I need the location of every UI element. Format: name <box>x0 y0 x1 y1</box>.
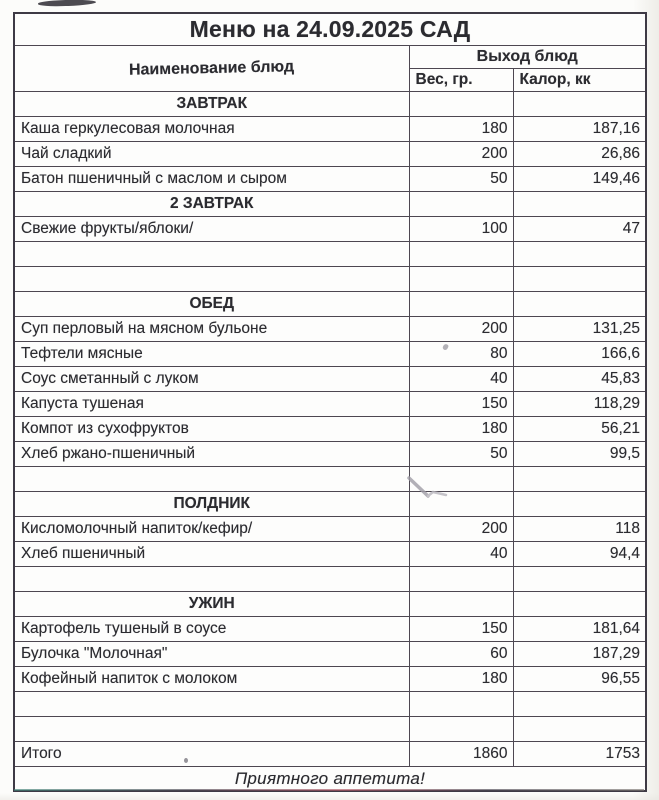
empty-row <box>14 267 646 292</box>
header-row-1 <box>14 46 646 69</box>
calories-cell: 166,6 <box>513 342 646 367</box>
calories-cell: 1753 <box>513 742 646 767</box>
dish-name-cell: Булочка "Молочная" <box>14 642 409 667</box>
scan-chroma-artifact <box>14 789 644 791</box>
empty-row <box>14 717 646 742</box>
meal-section-row <box>14 592 646 617</box>
weight-cell: 180 <box>409 117 513 142</box>
menu-item-row <box>14 367 646 392</box>
empty-cell <box>14 242 409 267</box>
menu-item-row <box>14 217 646 242</box>
empty-cell <box>14 717 409 742</box>
empty-cell <box>513 492 646 517</box>
calories-cell: 187,16 <box>513 117 646 142</box>
calories-cell: 26,86 <box>513 142 646 167</box>
empty-row <box>14 467 646 492</box>
empty-cell <box>14 467 409 492</box>
weight-cell: 200 <box>409 142 513 167</box>
calories-cell: 131,25 <box>513 317 646 342</box>
weight-cell: 1860 <box>409 742 513 767</box>
scan-smudge-artifact <box>38 0 96 7</box>
empty-cell <box>513 592 646 617</box>
total-row <box>14 742 646 767</box>
menu-item-row <box>14 117 646 142</box>
meal-section-row <box>14 192 646 217</box>
empty-cell <box>513 692 646 717</box>
dish-name-cell: Хлеб пшеничный <box>14 542 409 567</box>
document-title: Меню на 24.09.2025 САД <box>14 13 646 46</box>
weight-cell: 150 <box>409 617 513 642</box>
weight-cell: 40 <box>409 367 513 392</box>
empty-cell <box>14 267 409 292</box>
calories-cell: 45,83 <box>513 367 646 392</box>
menu-item-row <box>14 667 646 692</box>
calories-cell: 56,21 <box>513 417 646 442</box>
empty-cell <box>409 292 513 317</box>
meal-section-row <box>14 92 646 117</box>
menu-table-header <box>14 13 646 92</box>
weight-cell: 60 <box>409 642 513 667</box>
scan-edge-shadow <box>0 793 659 800</box>
menu-item-row <box>14 317 646 342</box>
meal-section-row <box>14 492 646 517</box>
weight-cell: 150 <box>409 392 513 417</box>
menu-table <box>13 12 647 792</box>
dish-name-cell: Компот из сухофруктов <box>14 417 409 442</box>
meal-section-cell: УЖИН <box>14 592 409 617</box>
dish-name-cell: Капуста тушеная <box>14 392 409 417</box>
weight-cell: 100 <box>409 217 513 242</box>
dish-name-cell: Каша геркулесовая молочная <box>14 117 409 142</box>
scan-dot-artifact <box>184 758 188 763</box>
empty-cell <box>513 567 646 592</box>
menu-item-row <box>14 642 646 667</box>
empty-cell <box>409 567 513 592</box>
dish-name-cell: Свежие фрукты/яблоки/ <box>14 217 409 242</box>
dish-name-cell: Батон пшеничный с маслом и сыром <box>14 167 409 192</box>
empty-cell <box>14 567 409 592</box>
meal-section-row <box>14 292 646 317</box>
menu-rows <box>14 92 646 767</box>
empty-cell <box>513 192 646 217</box>
empty-cell <box>409 192 513 217</box>
footer-message: Приятного аппетита! <box>14 767 646 792</box>
empty-cell <box>409 267 513 292</box>
empty-row <box>14 692 646 717</box>
weight-cell: 180 <box>409 417 513 442</box>
dish-name-cell: Кофейный напиток с молоком <box>14 667 409 692</box>
empty-cell <box>513 267 646 292</box>
meal-section-cell: ЗАВТРАК <box>14 92 409 117</box>
weight-cell: 80 <box>409 342 513 367</box>
dish-name-cell: Хлеб ржано-пшеничный <box>14 442 409 467</box>
meal-section-cell: ОБЕД <box>14 292 409 317</box>
calories-cell: 149,46 <box>513 167 646 192</box>
menu-item-row <box>14 517 646 542</box>
empty-cell <box>513 292 646 317</box>
dish-name-cell: Кисломолочный напиток/кефир/ <box>14 517 409 542</box>
empty-row <box>14 242 646 267</box>
total-label-cell: Итого <box>14 742 409 767</box>
column-header-weight: Вес, гр. <box>409 69 513 92</box>
weight-cell: 200 <box>409 317 513 342</box>
title-row <box>14 13 646 46</box>
calories-cell: 99,5 <box>513 442 646 467</box>
empty-row <box>14 567 646 592</box>
menu-table-footer <box>14 767 646 792</box>
menu-item-row <box>14 417 646 442</box>
menu-item-row <box>14 342 646 367</box>
menu-item-row <box>14 542 646 567</box>
column-header-output-group: Выход блюд <box>409 46 646 69</box>
dish-name-cell: Чай сладкий <box>14 142 409 167</box>
dish-name-cell: Тефтели мясные <box>14 342 409 367</box>
empty-cell <box>409 242 513 267</box>
menu-item-row <box>14 442 646 467</box>
weight-cell: 40 <box>409 542 513 567</box>
scan-streak-artifact <box>404 476 452 504</box>
calories-cell: 96,55 <box>513 667 646 692</box>
calories-cell: 181,64 <box>513 617 646 642</box>
menu-item-row <box>14 142 646 167</box>
weight-cell: 50 <box>409 167 513 192</box>
calories-cell: 118,29 <box>513 392 646 417</box>
calories-cell: 187,29 <box>513 642 646 667</box>
dish-name-cell: Суп перловый на мясном бульоне <box>14 317 409 342</box>
meal-section-cell: ПОЛДНИК <box>14 492 409 517</box>
calories-cell: 94,4 <box>513 542 646 567</box>
calories-cell: 118 <box>513 517 646 542</box>
empty-cell <box>513 92 646 117</box>
menu-item-row <box>14 392 646 417</box>
empty-cell <box>409 592 513 617</box>
empty-cell <box>409 692 513 717</box>
empty-cell <box>409 717 513 742</box>
dish-name-cell: Картофель тушеный в соусе <box>14 617 409 642</box>
empty-cell <box>14 692 409 717</box>
column-header-calories: Калор, кк <box>513 69 646 92</box>
footer-row <box>14 767 646 792</box>
dish-name-cell: Соус сметанный с луком <box>14 367 409 392</box>
weight-cell: 200 <box>409 517 513 542</box>
meal-section-cell: 2 ЗАВТРАК <box>14 192 409 217</box>
column-header-dish-name-label: Наименование блюд <box>129 57 295 79</box>
empty-cell <box>513 242 646 267</box>
calories-cell: 47 <box>513 217 646 242</box>
empty-cell <box>409 92 513 117</box>
weight-cell: 180 <box>409 667 513 692</box>
menu-item-row <box>14 617 646 642</box>
column-header-dish-name <box>14 46 409 92</box>
empty-cell <box>513 467 646 492</box>
menu-item-row <box>14 167 646 192</box>
empty-cell <box>513 717 646 742</box>
weight-cell: 50 <box>409 442 513 467</box>
